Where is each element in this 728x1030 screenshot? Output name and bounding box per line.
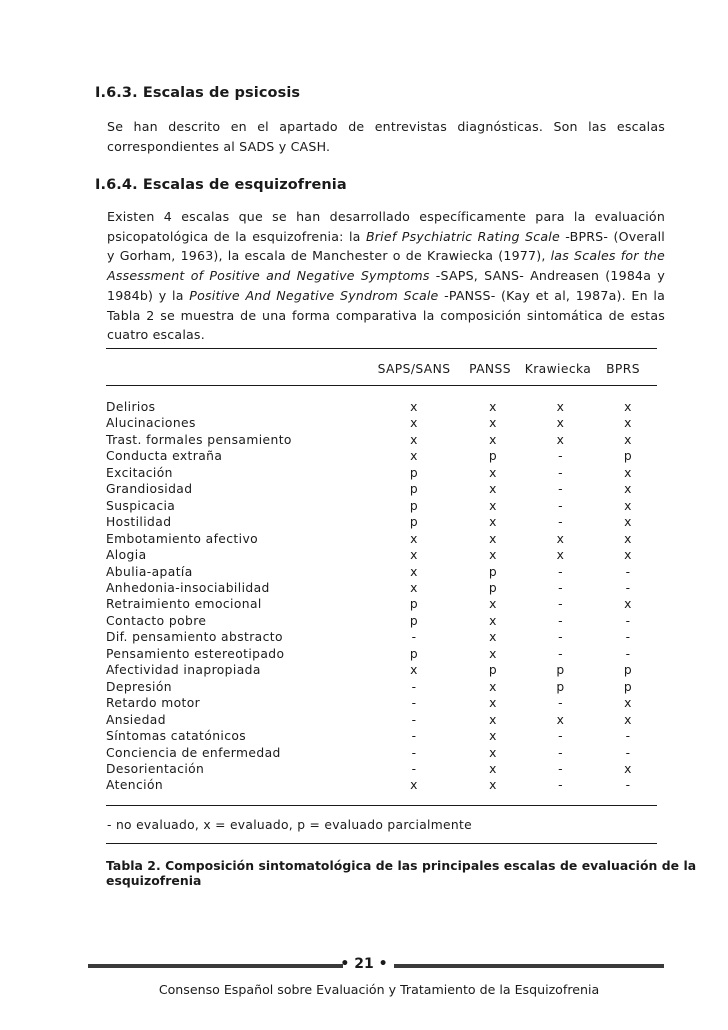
table-cell: x [624, 416, 632, 431]
scale-name-bprs: Brief Psychiatric Rating Scale [365, 228, 560, 244]
table-row [106, 448, 659, 464]
table-cell: - [411, 696, 417, 711]
table-cell: - [625, 613, 631, 628]
table-cell: x [556, 712, 565, 727]
paragraph-text: -BPRS- (Overall y Gorham, 1963), la escala de Manchester o de Krawiecka (1977), [107, 228, 665, 264]
table-cell: x [489, 465, 497, 480]
table-row [106, 514, 659, 530]
table-cell: x [410, 548, 418, 563]
table-cell: x [489, 416, 497, 431]
table-cell: x [489, 548, 497, 563]
symptom-label: Ansiedad [106, 712, 166, 727]
symptom-table [106, 399, 659, 794]
table-cell: p [488, 449, 498, 464]
table-row [106, 596, 659, 612]
table-cell: x [489, 482, 497, 497]
table-cell: x [556, 432, 565, 447]
table-cell: - [558, 630, 563, 645]
table-cell: x [489, 400, 497, 414]
symptom-label: Excitación [106, 465, 173, 480]
symptom-label: Abulia-apatía [106, 564, 193, 579]
paragraph-esquizofrenia [107, 207, 665, 345]
table-cell: x [489, 613, 497, 628]
table-row [106, 679, 659, 695]
table-cell: x [624, 400, 632, 414]
table-cell: x [410, 432, 418, 447]
table-cell: - [558, 696, 563, 711]
table-cell: - [411, 679, 417, 694]
symptom-label: Conciencia de enfermedad [106, 745, 281, 760]
table-cell: - [625, 729, 631, 744]
table-cell: - [625, 778, 631, 793]
footer-bar-left [88, 964, 343, 968]
symptom-label: Pensamiento estereotipado [106, 646, 285, 661]
table-row [106, 777, 659, 793]
paragraph-text: -PANSS- (Kay et al, 1987a). En la Tabla 2 se muestra de una forma comparativa la composición sintomática de estas cuatro escalas. [107, 287, 665, 343]
table-top-rule [106, 348, 657, 349]
table-cell: x [489, 515, 497, 530]
table-cell: x [624, 498, 632, 513]
table-row [106, 695, 659, 711]
table-cell: x [624, 696, 632, 711]
table-cell: p [409, 597, 419, 612]
table-cell: - [558, 745, 563, 760]
table-legend: - no evaluado, x = evaluado, p = evaluado parcialmente [107, 818, 472, 832]
table-row [106, 498, 659, 514]
table-cell: - [558, 465, 563, 480]
table-cell: x [410, 400, 418, 414]
table-cell: x [489, 498, 497, 513]
table-row [106, 531, 659, 547]
table-row [106, 761, 659, 777]
table-cell: x [624, 432, 632, 447]
symptom-label: Grandiosidad [106, 482, 193, 497]
section-heading-psicosis: I.6.3. Escalas de psicosis [95, 85, 301, 101]
column-header-bprs: BPRS [606, 362, 640, 376]
table-cell: - [625, 646, 631, 661]
table-bottom-rule [106, 805, 657, 806]
table-row [106, 613, 659, 629]
table-cell: x [556, 531, 565, 546]
table-cell: x [410, 564, 418, 579]
table-cell: x [624, 548, 632, 563]
table-cell: x [410, 580, 418, 595]
table-cell: - [558, 613, 563, 628]
table-cell: x [489, 778, 497, 793]
table-cell: x [624, 515, 632, 530]
table-cell: - [558, 498, 563, 513]
table-cell: p [488, 564, 498, 579]
paragraph-text: -SAPS, SANS- Andreasen (1984a y 1984b) y la [107, 268, 665, 303]
table-cell: x [489, 432, 497, 447]
table-row [106, 564, 659, 580]
table-cell: p [409, 646, 419, 661]
table-cell: x [489, 729, 497, 744]
table-cell: x [489, 712, 497, 727]
symptom-label: Alucinaciones [106, 416, 196, 431]
symptom-label: Suspicacia [106, 498, 176, 513]
legend-rule [106, 843, 657, 844]
table-row [106, 629, 659, 645]
table-header-rule [106, 385, 657, 386]
symptom-label: Atención [106, 778, 164, 793]
table-row [106, 547, 659, 563]
table-cell: x [410, 531, 418, 546]
symptom-label: Anhedonia-insociabilidad [106, 580, 270, 595]
symptom-label: Depresión [106, 679, 172, 694]
table-cell: - [558, 729, 563, 744]
table-cell: x [489, 696, 497, 711]
table-cell: p [409, 613, 419, 628]
symptom-label: Contacto pobre [106, 613, 207, 628]
table-cell: x [410, 449, 418, 464]
table-cell: - [558, 778, 563, 793]
table-cell: x [624, 712, 632, 727]
table-cell: p [556, 679, 565, 694]
table-cell: x [624, 482, 632, 497]
table-cell: x [556, 400, 565, 414]
table-cell: - [558, 580, 563, 595]
table-cell: - [625, 580, 631, 595]
table-row [106, 662, 659, 678]
table-cell: x [556, 548, 565, 563]
scale-name-panss: Positive And Negative Syndrom Scale [189, 287, 439, 303]
table-cell: - [411, 745, 417, 760]
table-row [106, 415, 659, 431]
table-cell: - [411, 712, 417, 727]
table-cell: x [624, 761, 632, 776]
table-cell: x [489, 646, 497, 661]
table-cell: x [556, 416, 565, 431]
table-cell: p [488, 663, 498, 678]
paragraph-text: Existen 4 escalas que se han desarrollado específicamente para la evaluación psicopatológica de la esquizofrenia: la [107, 209, 665, 244]
symptom-label: Dif. pensamiento abstracto [106, 630, 283, 645]
table-cell: x [489, 679, 497, 694]
symptom-label: Afectividad inapropiada [106, 663, 261, 678]
symptom-label: Retardo motor [106, 696, 201, 711]
footer-text: Consenso Español sobre Evaluación y Tratamiento de la Esquizofrenia [158, 982, 600, 997]
section-heading-esquizofrenia: I.6.4. Escalas de esquizofrenia [95, 177, 347, 193]
symptom-label: Síntomas catatónicos [106, 729, 247, 744]
symptom-label: Desorientación [106, 761, 205, 776]
table-cell: p [623, 679, 633, 694]
table-cell: x [489, 531, 497, 546]
table-cell: - [625, 745, 631, 760]
table-cell: p [623, 449, 633, 464]
table-cell: x [624, 531, 632, 546]
table-cell: p [409, 465, 419, 480]
table-cell: x [410, 416, 418, 431]
symptom-label: Alogia [106, 548, 147, 563]
table-row [106, 712, 659, 728]
page-number: • 21 • [340, 956, 388, 972]
symptom-label: Trast. formales pensamiento [106, 432, 292, 447]
table-cell: p [488, 580, 498, 595]
table-row [106, 399, 659, 415]
table-cell: p [556, 663, 565, 678]
scale-name-saps-sans: las Scales for the Assessment of Positive and Negative Symptoms [107, 248, 665, 284]
symptom-table-body [106, 399, 659, 794]
column-header-panss: PANSS [469, 362, 511, 376]
table-cell: - [625, 564, 631, 579]
table-row [106, 481, 659, 497]
table-cell: - [558, 646, 563, 661]
table-row [106, 745, 659, 761]
table-cell: - [558, 515, 563, 530]
table-cell: x [624, 597, 632, 612]
table-cell: - [558, 564, 563, 579]
table-row [106, 465, 659, 481]
column-header-krawiecka: Krawiecka [524, 362, 592, 376]
table-row [106, 646, 659, 662]
table-caption: Tabla 2. Composición sintomatológica de las principales escalas de evaluación de la esquizofrenia [106, 858, 697, 888]
table-cell: x [489, 630, 497, 645]
table-cell: - [411, 630, 417, 645]
symptom-label: Retraimiento emocional [106, 597, 262, 612]
table-cell: p [409, 515, 419, 530]
table-row [106, 728, 659, 744]
table-cell: x [410, 778, 418, 793]
table-cell: - [411, 761, 417, 776]
symptom-label: Hostilidad [106, 515, 172, 530]
table-cell: x [624, 465, 632, 480]
table-cell: - [558, 482, 563, 497]
column-header-saps-sans: SAPS/SANS [377, 362, 451, 376]
table-cell: x [410, 663, 418, 678]
table-cell: - [558, 761, 563, 776]
symptom-label: Delirios [106, 400, 156, 414]
table-cell: - [558, 597, 563, 612]
table-cell: x [489, 761, 497, 776]
table-cell: p [409, 498, 419, 513]
table-cell: - [625, 630, 631, 645]
symptom-label: Embotamiento afectivo [106, 531, 259, 546]
footer-bar-right [394, 964, 664, 968]
table-cell: - [558, 449, 563, 464]
paragraph-psicosis: Se han descrito en el apartado de entrevistas diagnósticas. Son las escalas correspondientes al SADS y CASH. [107, 119, 665, 154]
symptom-label: Conducta extraña [106, 449, 223, 464]
table-row [106, 580, 659, 596]
table-cell: p [409, 482, 419, 497]
table-cell: x [489, 597, 497, 612]
table-row [106, 432, 659, 448]
table-cell: p [623, 663, 633, 678]
table-cell: - [411, 729, 417, 744]
table-cell: x [489, 745, 497, 760]
